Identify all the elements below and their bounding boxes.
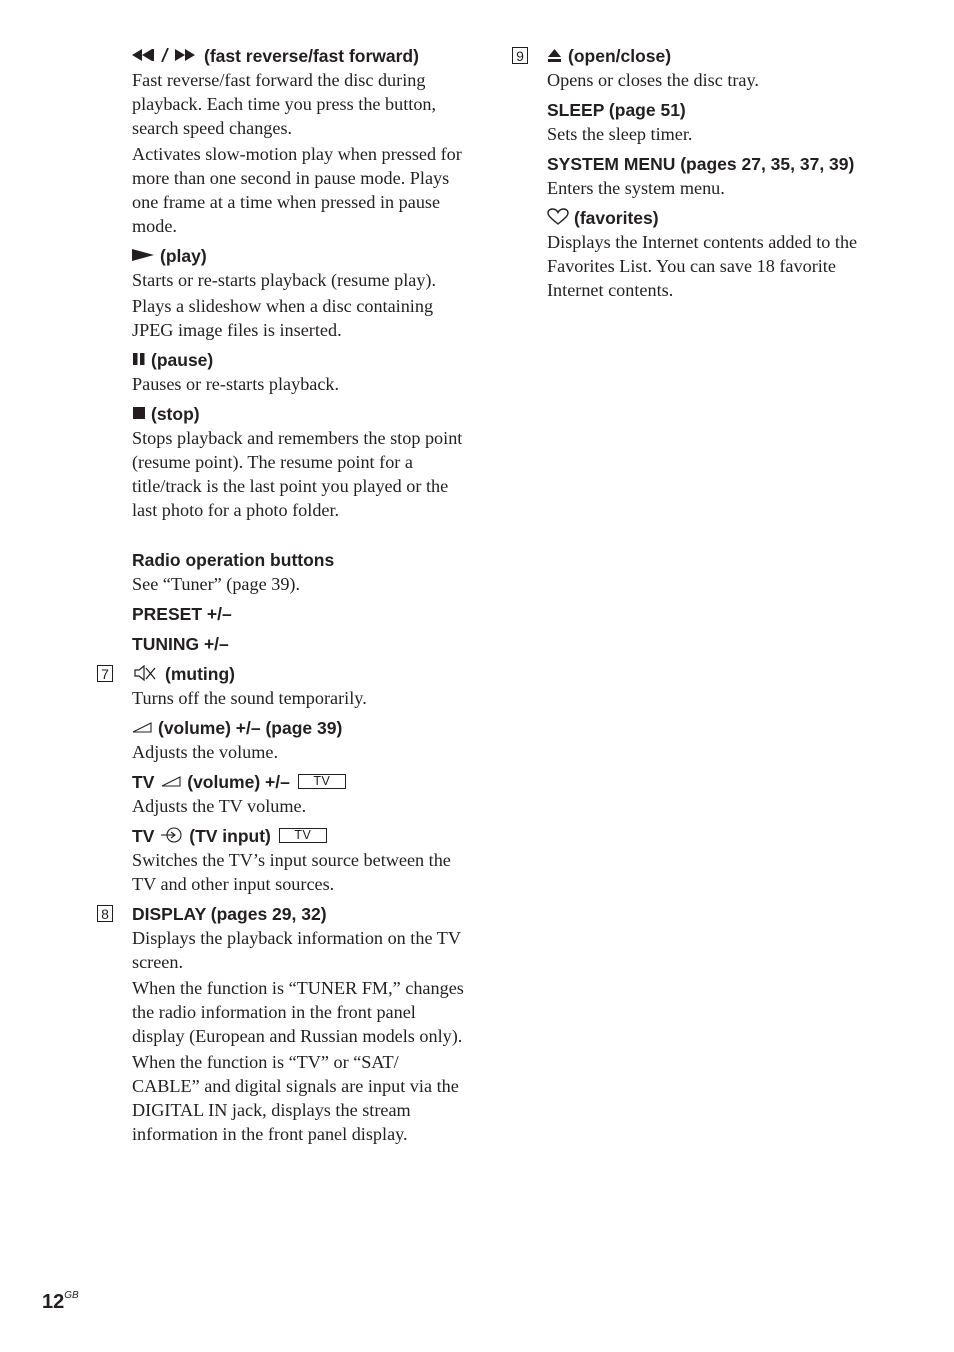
body-text: Activates slow-motion play when pressed for more than one second in pause mode. Plays one frame at a time when pressed in pause mode. xyxy=(132,144,462,236)
section-heading: (play) xyxy=(132,244,470,268)
section-stop xyxy=(132,402,470,522)
stop-icon xyxy=(132,406,146,420)
body-text: Turns off the sound temporarily. xyxy=(132,688,367,708)
section-volume xyxy=(132,716,470,764)
play-icon xyxy=(132,248,154,262)
section-heading: TV (volume) +/– TV xyxy=(132,770,470,794)
body-text: Sets the sleep timer. xyxy=(547,124,693,144)
page-number: $12^{GB}$ xyxy=(42,1290,79,1313)
item-number-box: 9 xyxy=(512,47,528,64)
pause-icon xyxy=(132,352,146,366)
right-column xyxy=(516,44,892,304)
section-open-close xyxy=(516,44,892,92)
section-tv-input xyxy=(132,824,470,896)
section-heading: (favorites) xyxy=(547,206,892,230)
body-text: Displays the Internet contents added to the Favorites List. You can save 18 favorite Internet contents. xyxy=(547,232,858,300)
body-text: When the function is “TUNER FM,” changes the radio information in the front panel display (European and Russian models only). xyxy=(132,978,464,1046)
muting-icon xyxy=(134,664,156,682)
section-heading: 8 DISPLAY (pages 29, 32) xyxy=(132,902,470,926)
volume-icon xyxy=(161,775,181,787)
rewind-fastforward-icon xyxy=(132,48,198,62)
heart-icon xyxy=(547,208,569,226)
section-heading: (pause) xyxy=(132,348,470,372)
section-preset xyxy=(132,602,470,626)
section-fast-reverse-forward xyxy=(132,44,470,238)
section-heading: (volume) +/– (page 39) xyxy=(132,716,470,740)
body-text: Plays a slideshow when a disc containing JPEG image files is inserted. xyxy=(132,296,434,340)
body-text: Starts or re-starts playback (resume play). xyxy=(132,270,437,290)
page-language-suffix: GB xyxy=(64,1290,79,1301)
left-column xyxy=(101,44,470,1148)
body-text: When the function is “TV” or “SAT/ CABLE” and digital signals are input via the DIGITAL IN jack, displays the stream information in the front panel display. xyxy=(132,1052,459,1144)
item-number-box: 7 xyxy=(97,665,113,682)
body-text: Switches the TV’s input source between the TV and other input sources. xyxy=(132,850,451,894)
section-display xyxy=(101,902,470,1146)
section-system-menu xyxy=(547,152,892,200)
section-favorites xyxy=(547,206,892,302)
section-heading: TV (TV input) TV xyxy=(132,824,470,848)
eject-icon xyxy=(547,48,562,63)
section-heading: Radio operation buttons xyxy=(132,550,335,570)
section-heading: 7 (muting) xyxy=(132,662,470,686)
body-text: Opens or closes the disc tray. xyxy=(547,70,759,90)
section-heading: SYSTEM MENU (pages 27, 35, 37, 39) xyxy=(547,154,855,174)
volume-icon xyxy=(132,721,152,733)
body-text: Fast reverse/fast forward the disc during playback. Each time you press the button, search speed changes. xyxy=(132,70,437,138)
section-heading: (stop) xyxy=(132,402,470,426)
tv-input-icon xyxy=(161,827,183,843)
section-heading: PRESET +/– xyxy=(132,604,232,624)
section-tuning xyxy=(132,632,470,656)
section-muting xyxy=(101,662,470,710)
body-text: Adjusts the TV volume. xyxy=(132,796,307,816)
body-text: Adjusts the volume. xyxy=(132,742,278,762)
section-pause xyxy=(132,348,470,396)
item-number-box: 8 xyxy=(97,905,113,922)
section-heading: 9 (open/close) xyxy=(547,44,892,68)
body-text: Enters the system menu. xyxy=(547,178,725,198)
tv-badge: TV xyxy=(298,774,346,789)
section-heading: SLEEP (page 51) xyxy=(547,100,686,120)
body-text: See “Tuner” (page 39). xyxy=(132,574,301,594)
body-text: Stops playback and remembers the stop point (resume point). The resume point for a title/track is the last point you played or the last photo for a photo folder. xyxy=(132,428,463,520)
section-play xyxy=(132,244,470,342)
section-sleep xyxy=(547,98,892,146)
tv-badge: TV xyxy=(279,828,327,843)
section-radio-operation-buttons xyxy=(132,548,470,596)
body-text: Pauses or re-starts playback. xyxy=(132,374,340,394)
body-text: Displays the playback information on the TV screen. xyxy=(132,928,461,972)
section-heading: (fast reverse/fast forward) xyxy=(132,44,470,68)
section-heading: TUNING +/– xyxy=(132,634,229,654)
section-tv-volume xyxy=(132,770,470,818)
